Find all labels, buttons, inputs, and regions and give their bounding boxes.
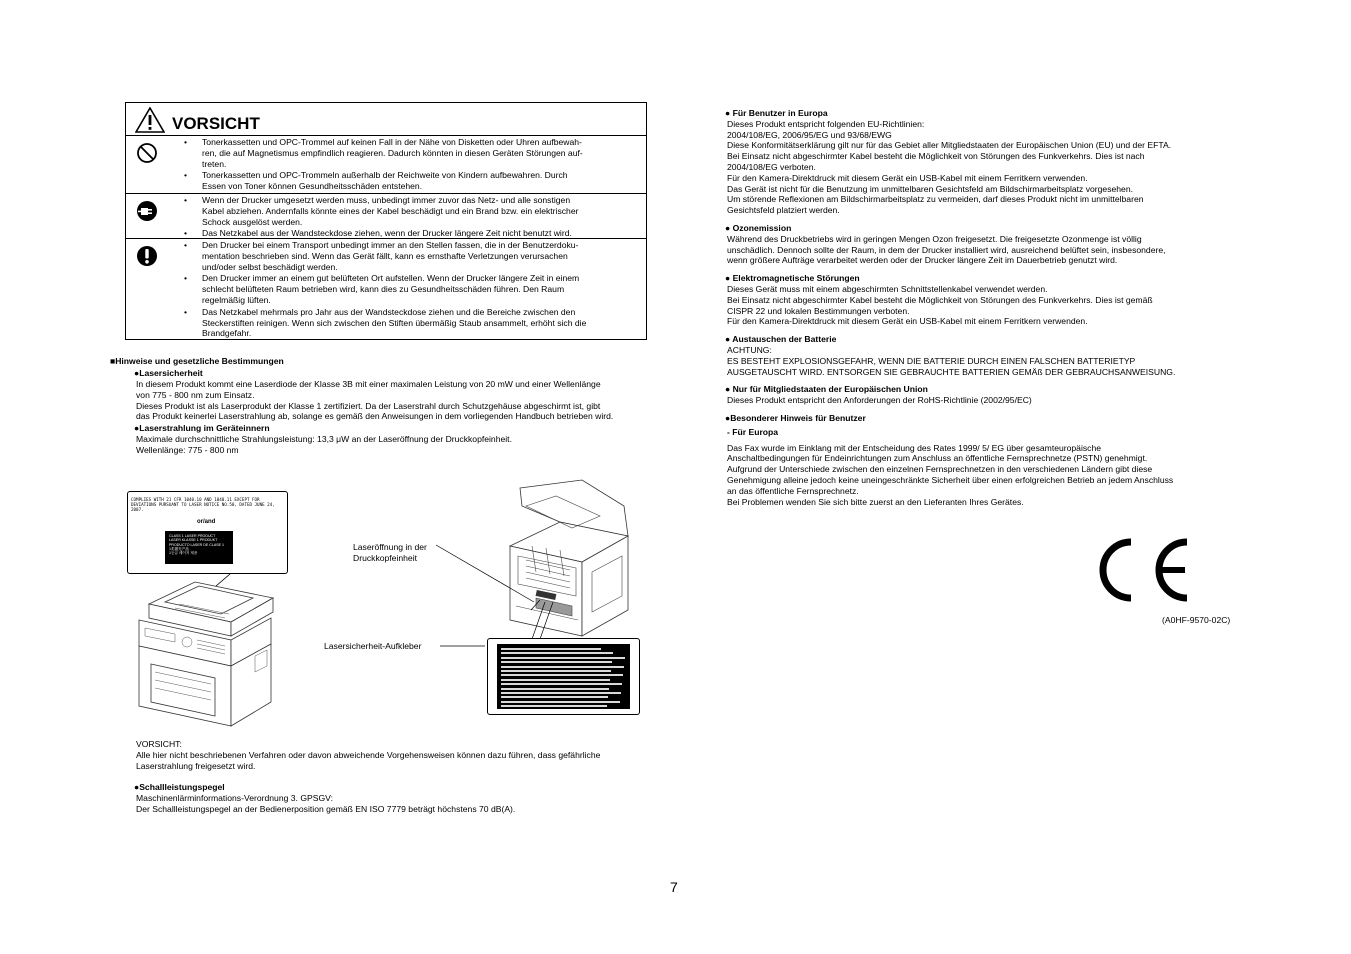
right-column [725, 108, 1245, 507]
caution-item-line: ren, die auf Magnetismus empfindlich reagieren. Dadurch könnten in diesen Geräten Störungen auf- [202, 147, 583, 158]
page-number: 7 [670, 879, 678, 895]
sticker-text-bar [501, 683, 622, 685]
caution-item [184, 307, 632, 339]
caution-item-line: • Tonerkassetten und OPC-Trommel auf keinen Fall in der Nähe von Disketten oder Uhren aufbewah- [202, 137, 582, 147]
caution-item-line: und/oder selbst beschädigt werden. [202, 261, 338, 272]
text-line: 2004/108/EG, 2006/95/EG und 93/68/EWG [727, 129, 892, 140]
caution-item-line: Kabel abziehen. Andernfalls könnte eines der Kabel beschädigt und ein Brand bzw. ein elektrischer [202, 205, 579, 216]
caution-note [136, 739, 600, 771]
callout-laser-opening [353, 542, 427, 564]
text-line: Bei Problemen wenden Sie sich bitte zuerst an den Lieferanten Ihres Gerätes. [727, 496, 1024, 507]
caution-row-transport [126, 239, 646, 341]
text-line: Maschinenlärminformations-Verordnung 3. GPSGV: [136, 793, 333, 803]
special-note-text [725, 443, 1245, 508]
sticker-text-bar [501, 648, 601, 650]
text-line: CISPR 22 und lokalen Bestimmungen verboten. [727, 305, 910, 316]
laser-warning-sticker [487, 638, 640, 715]
text-line: wenn größere Aufträge verarbeitet werden oder der Drucker längere Zeit im Dauerbetrieb genutzt wird. [727, 255, 1118, 266]
text-line: ES BESTEHT EXPLOSIONSGEFAHR, WENN DIE BATTERIE DURCH EINEN FALSCHEN BATTERIETYP [727, 355, 1136, 366]
text-line: Während des Druckbetriebs wird in geringen Mengen Ozon freigesetzt. Die freigesetzte Ozonmenge ist völlig [727, 233, 1142, 244]
sticker-text-block [497, 644, 630, 709]
text-line: Der Schallleistungspegel an der Bedienerposition gemäß EN ISO 7779 beträgt höchstens 70 dB(A). [136, 803, 516, 814]
special-note-title: ●Besonderer Hinweis für Benutzer [725, 412, 866, 423]
exclamation-icon [136, 245, 158, 267]
compliance-text: COMPLIES WITH 21 CFR 1040.10 AND 1040.11 EXCEPT FOR DEVIATIONS PURSUANT TO LASER NOTICE NO.50, DATED JUNE 24, 2007. [131, 497, 275, 512]
caution-table [125, 102, 647, 340]
text-line: Das Gerät ist nicht für die Benutzung im unmittelbaren Gesichtsfeld am Bildschirmarbeitsplatz vorgesehen. [727, 183, 1134, 194]
sticker-text-bar [501, 679, 610, 681]
caution-item [184, 170, 632, 192]
class-label-line: CLASS 1 LASER PRODUCT [169, 534, 216, 538]
callout-sticker: Lasersicherheit-Aufkleber [324, 641, 422, 651]
sound-level-text [136, 793, 515, 815]
caution-item [184, 195, 632, 227]
battery-title: ● Austauschen der Batterie [725, 334, 837, 345]
text-line: Für den Kamera-Direktdruck mit diesem Gerät ein USB-Kabel mit einem Ferritkern verwenden. [727, 316, 1088, 327]
sticker-text-bar [501, 661, 612, 663]
text-line: das Produkt keinerlei Laserstrahlung ab, solange es gemäß den Anweisungen in dem vorliegenden Handbuch betrieben wird. [136, 411, 614, 422]
sticker-text-bar [501, 674, 623, 676]
class-label-line: 1등급 레이저 제품 [169, 551, 198, 556]
caution-item-line: Brandgefahr. [202, 328, 252, 339]
class-label-line: PRODUCTO LASER DE CLASE 1 [169, 542, 225, 547]
text-line: Maximale durchschnittliche Strahlungsleistung: 13,3 μW an der Laseröffnung der Druckkopfeinheit. [136, 434, 512, 444]
text-line: 2004/108/EG verboten. [727, 161, 816, 172]
special-note-subtitle: - Für Europa [727, 426, 779, 437]
text-line: Für den Kamera-Direktdruck mit diesem Gerät ein USB-Kabel mit einem Ferritkern verwenden. [727, 172, 1088, 183]
text-line: Bei Einsatz nicht abgeschirmter Kabel besteht die Möglichkeit von Störungen des Funkverkehrs. Dies ist nach [727, 151, 1145, 162]
laser-radiation-title: ●Laserstrahlung im Geräteinnern [134, 423, 270, 433]
text-line: Das Fax wurde im Einklang mit der Entscheidung des Rates 1999/ 5/ EG über gesamteuropäische [727, 442, 1102, 453]
caution-item [184, 273, 632, 305]
text-line: Genehmigung alleine jedoch keine uneingeschränkte Sicherheit über einen erfolgreichen Betrieb an jedem Anschluss [727, 474, 1174, 485]
ozone-title: ● Ozonemission [725, 222, 792, 233]
regulations-heading: ■Hinweise und gesetzliche Bestimmungen [110, 356, 284, 366]
caution-item-line: schlecht belüfteten Raum betrieben wird, kann dies zu Gesundheitsschäden führen. Den Raum [202, 284, 565, 295]
text-line: ACHTUNG: [727, 344, 772, 355]
caution-list [184, 195, 632, 240]
laser-safety-title: ●Lasersicherheit [134, 368, 203, 378]
sticker-text-bar [501, 688, 609, 690]
battery-text [725, 345, 1245, 377]
caution-row-cables [126, 194, 646, 239]
unplug-icon [136, 200, 158, 222]
caution-item-line: Schock ausgelöst werden. [202, 216, 303, 227]
document-code: (A0HF-9570-02C) [1162, 615, 1231, 625]
text-line: an das öffentliche Fernsprechnetz. [727, 485, 859, 496]
caution-item-line: • Das Netzkabel aus der Wandsteckdose ziehen, wenn der Drucker längere Zeit nicht benutzt wird. [202, 228, 572, 239]
caution-list [184, 137, 632, 193]
caution-item-line: • Den Drucker bei einem Transport unbedingt immer an den Stellen fassen, die in der Benutzerdoku- [202, 240, 579, 250]
text-line: Dieses Produkt entspricht den Anforderungen der RoHS-Richtlinie (2002/95/EC) [727, 395, 1032, 406]
class-label-line: LASER KLASSE 1 PRODUKT [169, 538, 218, 543]
text-line: AUSGETAUSCHT WIRD. ENTSORGEN SIE GEBRAUCHTE BATTERIEN GEMÄß DER GEBRAUCHSANWEISUNG. [727, 366, 1176, 377]
caution-row-magnetism [126, 136, 646, 194]
printer-front-illustration [135, 576, 275, 731]
caution-item-line: Essen von Toner können Gesundheitsschäden entstehen. [202, 181, 423, 192]
caution-item-line: • Wenn der Drucker umgesetzt werden muss, unbedingt immer zuvor das Netz- und alle sonstigen [202, 195, 571, 205]
text-line: Aufgrund der Unterschiede zwischen den einzelnen Fernsprechnetzen in den verschiedenen Ländern gibt diese [727, 464, 1153, 475]
text-line: Laserstrahlung freigesetzt wird. [136, 760, 256, 771]
text-line: Dieses Produkt ist als Laserprodukt der Klasse 1 zertifiziert. Da der Laserstrahl durch Schutzgehäuse abgeschirmt ist, gibt [136, 400, 601, 411]
ce-mark-icon [1093, 534, 1193, 606]
europe-title: ● Für Benutzer in Europa [725, 108, 828, 118]
caution-item [184, 240, 632, 272]
caution-item-line: treten. [202, 158, 227, 169]
emc-title: ● Elektromagnetische Störungen [725, 273, 860, 284]
text-line: Anschaltbedingungen für Endeinrichtungen zum Anschluss an öffentliche Fernsprechnetze (PSTN) genehmigt. [727, 453, 1148, 464]
sticker-text-bar [501, 692, 621, 694]
caution-header [126, 103, 646, 136]
text-line: Diese Konformitätserklärung gilt nur für das Gebiet aller Mitgliedstaaten der Europäischen Union (EU) und der EFTA. [727, 140, 1172, 151]
caution-item-line: mentation beschrieben sind. Wenn das Gerät fällt, kann es ernsthafte Verletzungen verursachen [202, 250, 568, 261]
sticker-text-bar [501, 657, 625, 659]
sticker-text-bar [501, 666, 624, 668]
sticker-text-bar [501, 701, 620, 703]
sticker-text-bar [501, 705, 607, 707]
prohibition-icon [136, 142, 158, 164]
laser-label-closeup [127, 491, 288, 574]
caution-item [184, 137, 632, 169]
warning-triangle-icon [135, 107, 165, 133]
sound-level-title: ●Schallleistungspegel [134, 782, 225, 792]
caution-item-line: Steckerstiften reinigen. Wenn sich zwischen den Stiften übermäßig Staub ansammelt, erhöht sich die [202, 317, 587, 328]
sticker-text-bar [501, 670, 611, 672]
text-line: Gesichtsfeld platziert werden. [727, 205, 840, 216]
text-line: unschädlich. Dennoch sollte der Raum, in dem der Drucker installiert wird, ausreichend belüftet sein, insbesondere, [727, 244, 1166, 255]
text-line: VORSICHT: [136, 739, 182, 749]
eu-members-title: ● Nur für Mitgliedstaaten der Europäischen Union [725, 384, 928, 395]
or-and-text: or/and [197, 519, 216, 525]
caution-item [184, 228, 632, 239]
text-line: Bei Einsatz nicht abgeschirmter Kabel besteht die Möglichkeit von Störungen des Funkverkehrs. Dies ist gemäß [727, 294, 1153, 305]
sticker-text-bar [501, 652, 613, 654]
emc-text [725, 284, 1245, 327]
ozone-text [725, 234, 1245, 266]
callout-line: Laseröffnung in der [353, 542, 427, 552]
text-line: Alle hier nicht beschriebenen Verfahren oder davon abweichende Vorgehensweisen können dazu führen, dass gefährliche [136, 749, 601, 760]
text-line: Dieses Gerät muss mit einem abgeschirmten Schnittstellenkabel verwendet werden. [727, 283, 1048, 294]
sticker-text-bar [501, 696, 608, 698]
caution-item-line: • Tonerkassetten und OPC-Trommeln außerhalb der Reichweite von Kindern aufbewahren. Durch [202, 170, 568, 181]
laser-radiation-text [136, 434, 512, 456]
text-line: In diesem Produkt kommt eine Laserdiode der Klasse 3B mit einer maximalen Leistung von 20 mW und einer Wellenlänge [136, 379, 601, 389]
callout-line: Druckkopfeinheit [353, 553, 418, 563]
text-line: Wellenlänge: 775 - 800 nm [136, 444, 239, 455]
class1-label [165, 531, 233, 564]
caution-item-line: • Das Netzkabel mehrmals pro Jahr aus der Wandsteckdose ziehen und die Bereiche zwischen den [202, 306, 576, 317]
class-label-line: 1类激光产品 [169, 546, 189, 551]
text-line: von 775 - 800 nm zum Einsatz. [136, 389, 255, 400]
europe-text [725, 119, 1245, 216]
caution-list [184, 240, 632, 340]
laser-safety-text [136, 379, 613, 422]
eu-members-text [725, 395, 1245, 406]
text-line: Dieses Produkt entspricht folgenden EU-Richtlinien: [727, 118, 925, 129]
caution-item-line: regelmäßig lüften. [202, 294, 271, 305]
caution-title: VORSICHT [172, 114, 260, 133]
caution-item-line: • Den Drucker immer an einem gut belüfteten Ort aufstellen. Wenn der Drucker längere Zeit in einem [202, 273, 580, 284]
text-line: Um störende Reflexionen am Bildschirmarbeitsplatz zu vermeiden, darf dieses Produkt nicht im unmittelbaren [727, 194, 1144, 205]
